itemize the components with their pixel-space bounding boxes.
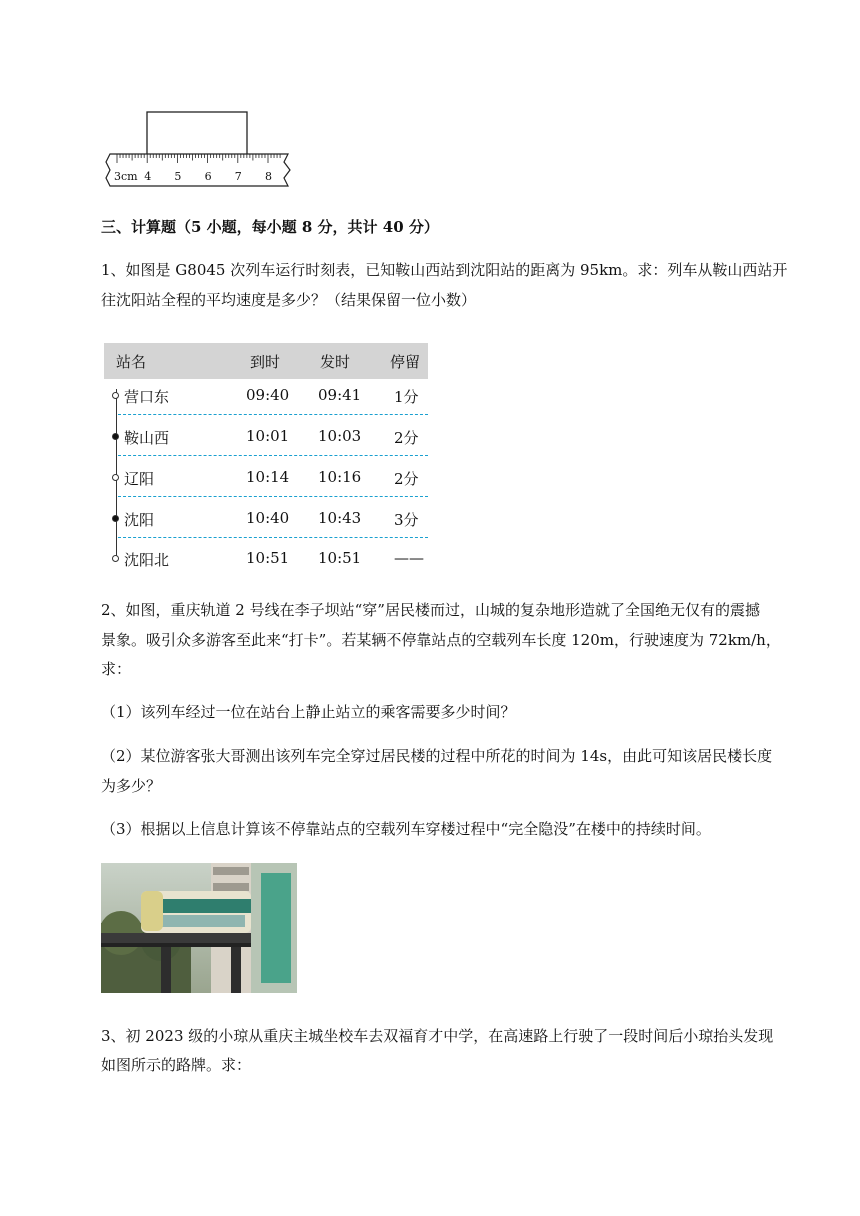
q2-text-line3: 求： [101,660,132,678]
station-name: 营口东 [124,388,170,406]
q2-subquestion-1: （1）该列车经过一位在站台上静止站立的乘客需要多少时间？ [101,703,516,721]
header-stop: 停留 [390,353,421,371]
arrive-time: 10:40 [246,509,290,527]
stop-duration: 2分 [394,470,419,488]
station-name: 鞍山西 [124,429,170,447]
row-divider [118,496,428,497]
q2-subquestion-2-line2: 为多少？ [101,777,162,795]
ruler-number: 5 [174,170,182,183]
q1-text-line1: 1、如图是 G8045 次列车运行时刻表，已知鞍山西站到沈阳站的距离为 95km。求：列车从鞍山西站开 [101,261,788,279]
ruler-number: 7 [234,170,242,183]
depart-time: 09:41 [318,386,362,404]
q2-text-line2: 景象。吸引众多游客至此来“打卡”。若某辆不停靠站点的空载列车长度 120m，行驶速度为 72km/h， [101,631,781,649]
stop-duration: 3分 [394,511,419,529]
row-divider [118,537,428,538]
station-name: 辽阳 [124,470,155,488]
q2-text-line1: 2、如图，重庆轨道 2 号线在李子坝站“穿”居民楼而过，山城的复杂地形造就了全国绝无仅有的震撼 [101,601,760,619]
monorail-building-photo [101,863,297,993]
arrive-time: 10:14 [246,468,290,486]
station-dot [112,555,119,562]
train-timetable [104,343,428,575]
station-name: 沈阳 [124,511,155,529]
station-dot [112,474,119,481]
header-station: 站名 [116,353,147,371]
header-depart: 发时 [320,353,351,371]
stop-duration: —— [394,549,424,567]
station-dot [112,433,119,440]
ruler-figure [100,108,295,190]
depart-time: 10:16 [318,468,362,486]
ruler-number: 6 [204,170,212,183]
station-dot [112,515,119,522]
ruler-number: 4 [144,170,152,183]
arrive-time: 10:51 [246,549,290,567]
q2-subquestion-3: （3）根据以上信息计算该不停靠站点的空载列车穿楼过程中“完全隐没”在楼中的持续时间。 [101,820,711,838]
arrive-time: 09:40 [246,386,290,404]
header-arrive: 到时 [250,353,281,371]
section-heading: 三、计算题（5 小题，每小题 8 分，共计 40 分） [101,218,439,236]
stop-duration: 2分 [394,429,419,447]
station-name: 沈阳北 [124,551,170,569]
depart-time: 10:51 [318,549,362,567]
q3-text-line1: 3、初 2023 级的小琼从重庆主城坐校车去双福育才中学，在高速路上行驶了一段时间后小琼抬头发现 [101,1027,774,1045]
q2-subquestion-2-line1: （2）某位游客张大哥测出该列车完全穿过居民楼的过程中所花的时间为 14s，由此可知该居民楼长度 [101,747,773,765]
depart-time: 10:03 [318,427,362,445]
depart-time: 10:43 [318,509,362,527]
ruler-unit-label: 3cm [114,170,138,183]
q1-text-line2: 往沈阳站全程的平均速度是多少？（结果保留一位小数） [101,291,477,309]
timetable-header [104,343,428,379]
arrive-time: 10:01 [246,427,290,445]
station-dot [112,392,119,399]
ruler-number: 8 [265,170,272,183]
stop-duration: 1分 [394,388,419,406]
q3-text-line2: 如图所示的路牌。求： [101,1056,252,1074]
row-divider [118,414,428,415]
row-divider [118,455,428,456]
